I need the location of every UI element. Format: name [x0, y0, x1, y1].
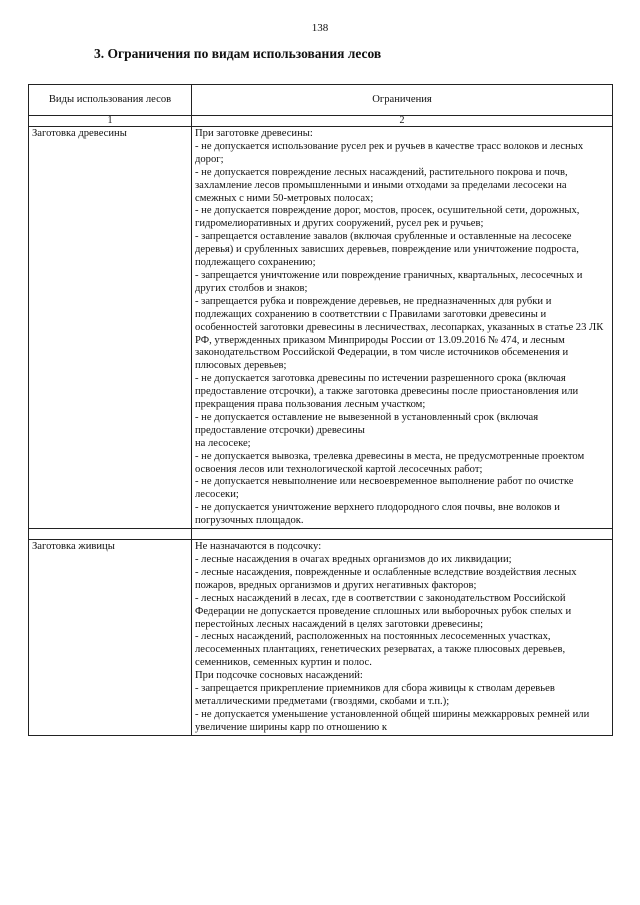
spacer-row — [29, 529, 613, 540]
restriction-line: - не допускается оставление не вывезенной в установленный срок (включая предоставление отсрочки) древесины — [195, 411, 539, 436]
restrictions-cell — [192, 540, 613, 736]
restriction-line: на лесосеке; — [195, 437, 251, 449]
restriction-line: - лесных насаждений в лесах, где в соответствии с законодательством Российской Федерации не допускается проведение сплошных или выборочных рубок спелых и перестойных лесных насаждений в целях заготовки древесины; — [195, 592, 572, 630]
restriction-line: При подсочке сосновых насаждений: — [195, 670, 363, 682]
restriction-line: - не допускается использование русел рек и ручьев в качестве трасс волоков и лесных дорог; — [195, 140, 584, 165]
restriction-line: - запрещается оставление завалов (включая срубленные и оставленные на лесосеке деревья) и срубленных зависших деревьев, повреждение или уничтожение подроста, подлежащего сохранению; — [195, 231, 579, 269]
column-number-row — [29, 116, 613, 127]
table-header-row — [29, 85, 613, 116]
restriction-line: - лесных насаждений, расположенных на постоянных лесосеменных участках, лесосеменных плантациях, генетических резерватах, а также плюсовых деревьев, семенников, семенных куртин и полос. — [195, 631, 566, 669]
section-title: 3. Ограничения по видам использования лесов — [94, 46, 382, 61]
restriction-line: - не допускается вывозка, трелевка древесины в места, не предусмотренные проектом освоения лесов или технологической картой лесосечных работ; — [195, 450, 585, 475]
restriction-line: При заготовке древесины: — [195, 128, 313, 139]
header-restrictions: Ограничения — [192, 85, 613, 116]
restriction-line: - лесные насаждения в очагах вредных организмов до их ликвидации; — [195, 554, 512, 565]
restrictions-table — [28, 84, 613, 736]
restriction-line: - запрещается прикрепление приемников для сбора живицы к стволам деревьев металлическими предметами (гвоздями, скобами и т.п.); — [195, 683, 555, 707]
restriction-line: Не назначаются в подсочку: — [195, 541, 322, 553]
column-number-1: 1 — [29, 116, 192, 127]
page-number: 138 — [311, 22, 329, 34]
restriction-line: - не допускается заготовка древесины по истечении разрешенного срока (включая предоставление отсрочки), а также заготовка древесины после приостановления или прекращения права пользования лесным участком; — [195, 373, 579, 411]
restriction-line: - не допускается невыполнение или несвоевременное выполнение работ по очистке лесосеки; — [195, 476, 574, 501]
column-number-2: 2 — [192, 116, 613, 127]
restriction-line: - лесные насаждения, поврежденные и ослабленные вследствие воздействия лесных пожаров, вредных организмов и других негативных факторов; — [195, 566, 577, 591]
restriction-line: - не допускается повреждение лесных насаждений, растительного покрова и почв, захламление лесов промышленными и иными отходами за пределами лесосеки на смежных с ними 50-метровых полосах; — [195, 166, 568, 204]
restriction-line: - не допускается уменьшение установленной общей ширины межкарровых ремней или увеличение ширины карр по отношению к — [195, 708, 590, 733]
usage-type-cell: Заготовка древесины — [29, 127, 192, 529]
header-usage-type: Виды использования лесов — [29, 85, 192, 116]
restriction-line: - не допускается повреждение дорог, мостов, просек, осушительной сети, дорожных, гидромелиоративных и других сооружений, русел рек и ручьев; — [195, 205, 580, 230]
table-row — [29, 127, 613, 529]
restriction-line: - запрещается рубка и повреждение деревьев, не предназначенных для рубки и подлежащих сохранению в соответствии с Правилами заготовки древесины и особенностей заготовки древесины в лесничествах, лесопарках, указанных в статье 23 ЛК РФ, утвержденных приказом Минприроды России от 13.09.2016 № 474, и лесным законодательством Российской Федерации, в том числе источников обсеменения и плюсовых деревьев; — [195, 295, 604, 372]
table-row — [29, 540, 613, 736]
restrictions-cell — [192, 127, 613, 529]
restriction-line: - не допускается уничтожение верхнего плодородного слоя почвы, вне волоков и погрузочных площадок. — [195, 502, 560, 527]
usage-type-cell: Заготовка живицы — [29, 540, 192, 736]
restriction-line: - запрещается уничтожение или повреждение граничных, квартальных, лесосечных и других столбов и знаков; — [195, 269, 583, 294]
